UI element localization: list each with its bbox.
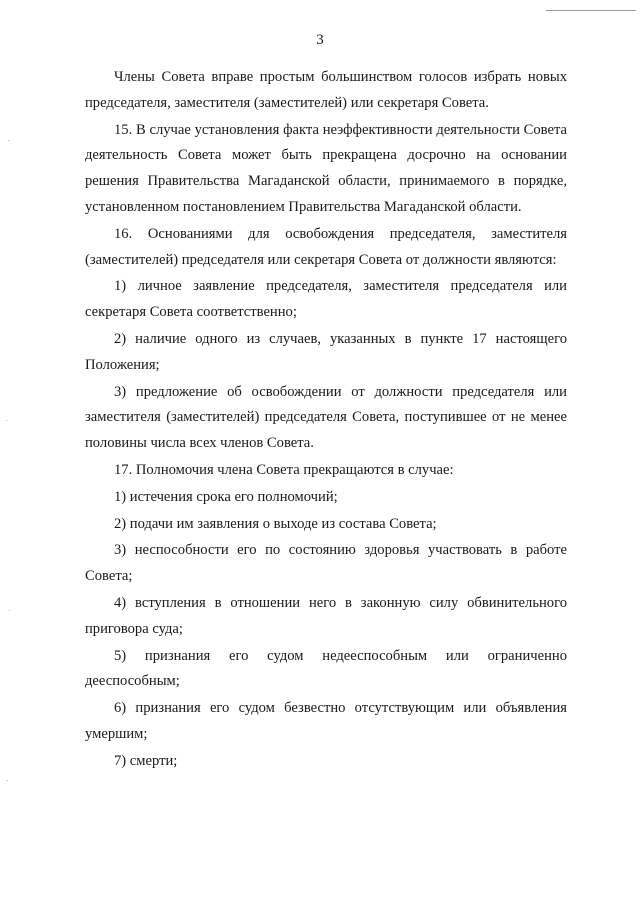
paragraph-15: 15. В случае установления факта неэффективности деятельности Совета деятельность Совета может быть прекращена досрочно на основании решения Правительства Магаданской области, принимаемого в порядке, установленном постановлением Правительства Магаданской области. [85,121,567,215]
paragraph-17-item-2: 2) подачи им заявления о выходе из состава Совета; [114,515,437,532]
paragraph-17-item-4: 4) вступления в отношении него в законную силу обвинительного приговора суда; [85,594,567,637]
scan-speck [7,780,8,781]
paragraph-16-item-3: 3) предложение об освобождении от должности председателя или заместителя (заместителей) председателя Совета, поступившее от не менее половины числа всех членов Совета. [85,383,567,452]
paragraph-16-item-2: 2) наличие одного из случаев, указанных в пункте 17 настоящего Положения; [85,330,567,373]
document-body [85,65,567,775]
paragraph-elect-new-officers: Члены Совета вправе простым большинством голосов избрать новых председателя, заместителя (заместителей) или секретаря Совета. [85,69,567,111]
scan-speck [6,420,7,421]
scan-edge-line [546,10,636,11]
scan-speck [9,610,10,611]
paragraph-17-item-5: 5) признания его судом недееспособным или ограниченно дееспособным; [85,647,567,690]
scan-speck [8,140,9,141]
page-number: 3 [316,32,324,48]
paragraph-17-item-7: 7) смерти; [114,752,178,769]
paragraph-17-item-3: 3) неспособности его по состоянию здоровья участвовать в работе Совета; [85,542,567,585]
paragraph-17: 17. Полномочия члена Совета прекращаются в случае: [114,461,454,478]
paragraph-16-item-1: 1) личное заявление председателя, заместителя председателя или секретаря Совета соответственно; [85,278,567,321]
paragraph-16: 16. Основаниями для освобождения председателя, заместителя (заместителей) председателя или секретаря Совета от должности являются: [85,225,567,268]
paragraph-17-item-6: 6) признания его судом безвестно отсутствующим или объявления умершим; [85,700,567,742]
paragraph-17-item-1: 1) истечения срока его полномочий; [114,488,338,505]
